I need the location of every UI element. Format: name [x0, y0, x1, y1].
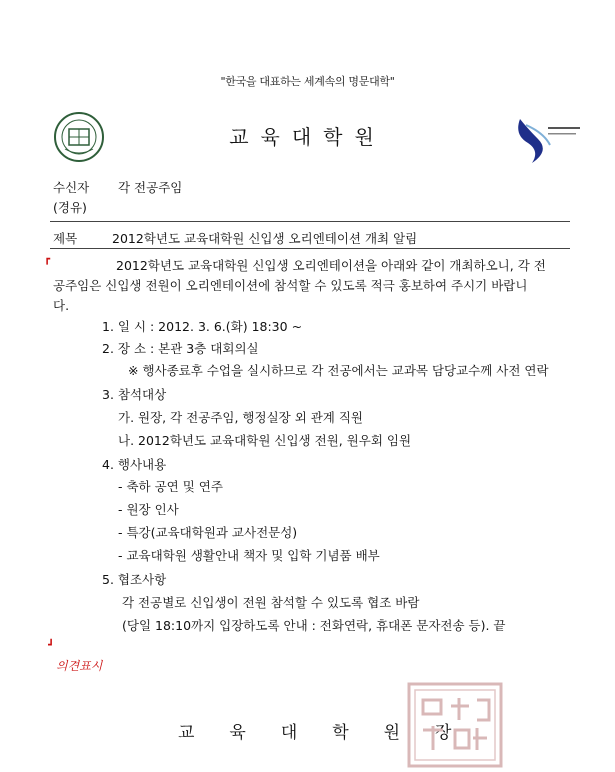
item-attendee-a: 가. 원장, 각 전공주임, 행정실장 외 관계 직원 — [118, 410, 364, 425]
divider — [50, 248, 570, 249]
intro-line: 2012학년도 교육대학원 신입생 오리엔테이션을 아래와 같이 개최하오니, 각 전 — [116, 258, 546, 273]
corner-marker-icon: ┛ — [48, 640, 55, 651]
subject-value: 2012학년도 교육대학원 신입생 오리엔테이션 개최 알림 — [112, 231, 418, 246]
anniversary-logo — [510, 111, 582, 165]
intro-line: 공주임은 신입생 전원이 오리엔테이션에 참석할 수 있도록 적극 홍보하여 주시기 바랍니 — [53, 278, 528, 293]
recipient-label: 수신자 — [53, 180, 90, 195]
document-title: 교육대학원 — [229, 125, 386, 149]
item-program-entry: - 교육대학원 생활안내 책자 및 입학 기념품 배부 — [118, 548, 380, 563]
item-program-entry: - 특강(교육대학원과 교사전문성) — [118, 525, 298, 540]
signature-char: 대 — [280, 723, 298, 743]
signature-char: 장 — [435, 723, 452, 743]
recipient-value: 각 전공주임 — [118, 180, 183, 195]
item-attendees: 3. 참석대상 — [102, 387, 167, 402]
signature-char: 교 — [178, 723, 195, 743]
item-cooperation: 5. 협조사항 — [102, 572, 167, 587]
item-program-entry: - 축하 공연 및 연주 — [118, 479, 223, 494]
item-date: 1. 일 시 : 2012. 3. 6.(화) 18:30 ~ — [102, 319, 303, 334]
divider — [50, 221, 570, 222]
item-program-entry: - 원장 인사 — [118, 502, 179, 517]
item-cooperation-entry: (당일 18:10까지 입장하도록 안내 : 전화연락, 휴대폰 문자전송 등). 끝 — [122, 618, 506, 633]
signature-char: 육 — [229, 723, 246, 743]
intro-line: 다. — [53, 298, 70, 313]
item-program: 4. 행사내용 — [102, 457, 167, 472]
signature-char: 학 — [332, 723, 349, 743]
motto: "한국을 대표하는 세계속의 명문대학" — [220, 75, 395, 88]
via-label: (경유) — [53, 200, 87, 215]
subject-label: 제목 — [53, 231, 78, 246]
item-place: 2. 장 소 : 본관 3층 대회의실 — [102, 341, 259, 356]
item-attendee-b: 나. 2012학년도 교육대학원 신입생 전원, 원우회 임원 — [118, 433, 412, 448]
item-note: ※ 행사종료후 수업을 실시하므로 각 전공에서는 교과목 담당교수께 사전 연락 — [128, 363, 549, 378]
signature-char: 원 — [383, 723, 401, 743]
opinion-label: 의견표시 — [56, 659, 103, 673]
corner-marker-icon: ┏ — [44, 254, 51, 265]
official-seal-stamp — [407, 682, 503, 768]
item-cooperation-entry: 각 전공별로 신입생이 전원 참석할 수 있도록 협조 바람 — [122, 595, 420, 610]
